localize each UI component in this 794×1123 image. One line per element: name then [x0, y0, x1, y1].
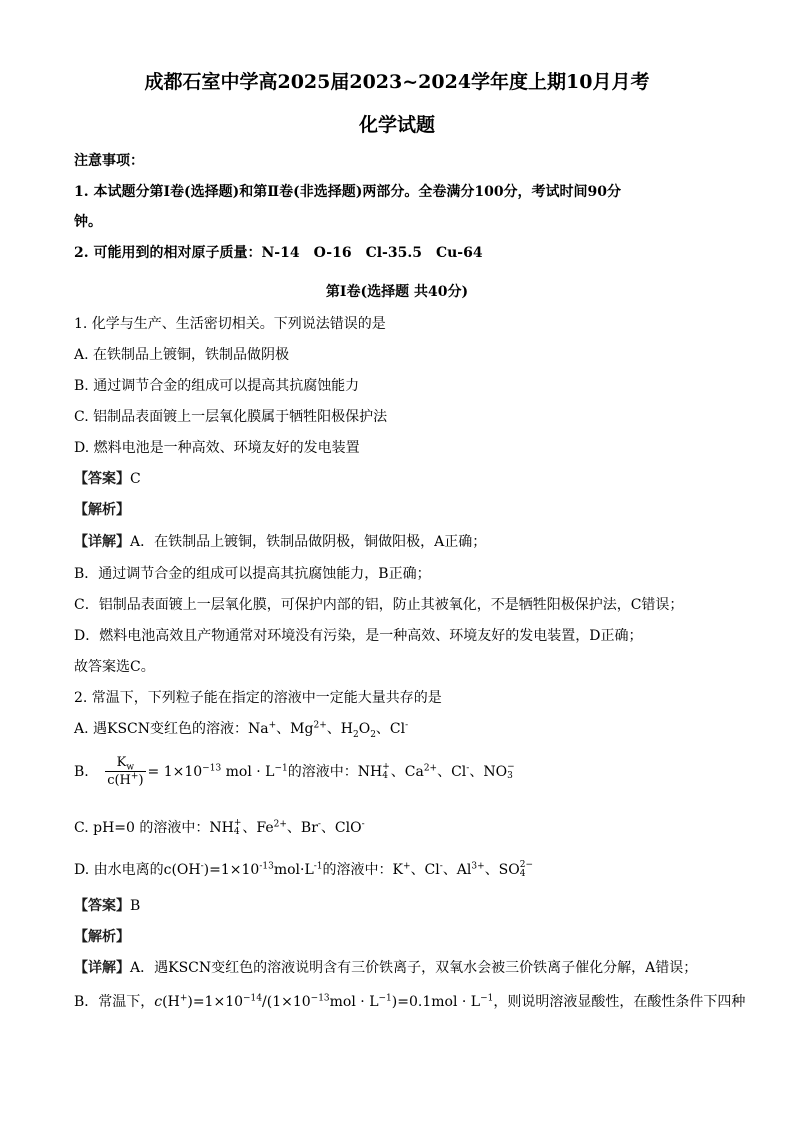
q1-detail-b: B．通过调节合金的组成可以提高其抗腐蚀能力，B正确； [74, 566, 431, 582]
q2-detail-a: 【详解】A．遇KSCN变红色的溶液说明含有三价铁离子，双氧水会被三价铁离子催化分解，A错误； [74, 960, 698, 976]
q2-option-b: B. $\frac{K_w}{c(H^+)}$ = $1\times 10^{-13}$ mol · $L^{-1}$的溶液中：NH + 4 、$Ca^{2+}$、Cl-、NO − 3 [74, 754, 515, 788]
notes-heading: 注意事项： [74, 153, 144, 169]
q1-detail-a [74, 532, 486, 552]
q2-option-c: C. pH=0 的溶液中：NH + 4 、$Fe^{2+}$、Br-、ClO- [74, 818, 365, 837]
q2-detail-b: B．常温下，$c(H^+)=1\times 10^{-14}/(1\times 10^{-13}mol \cdot L^{-1})=0.1mol \cdot L^{-1}$，则说明溶液显酸性，在酸性条件下四种 [74, 993, 746, 1010]
q1-option-b: B. 通过调节合金的组成可以提高其抗腐蚀能力 [74, 378, 360, 394]
detail-text: A．在铁制品上镀铜，铁制品做阴极，铜做阳极，A正确； [130, 534, 487, 550]
q1-option-c: C. 铝制品表面镀上一层氧化膜属于牺牲阳极保护法 [74, 409, 388, 425]
q1-stem: 1. 化学与生产、生活密切相关。下列说法错误的是 [74, 316, 386, 332]
section-heading: 第Ⅰ卷(选择题 共40分) [325, 284, 469, 300]
q1-option-d: D. 燃料电池是一种高效、环境友好的发电装置 [74, 440, 360, 456]
q2-stem: 2. 常温下，下列粒子能在指定的溶液中一定能大量共存的是 [74, 690, 442, 706]
q1-conclusion: 故答案选C。 [74, 659, 155, 675]
q1-answer [74, 469, 141, 489]
q2-answer: 【答案】B [74, 898, 141, 914]
q1-detail-c: C．铝制品表面镀上一层氧化膜，可保护内部的铝，防止其被氧化，不是牺牲阳极保护法，C错误； [74, 597, 684, 613]
notes-item-2: 2. 可能用到的相对原子质量：N-14 O-16 Cl-35.5 Cu-64 [74, 245, 483, 261]
q1-analysis-tag: 【解析】 [74, 502, 130, 518]
q2-option-d: D. 由水电离的$c(OH^-)=1\times 10^{-13}mol\cdot L^{-1}$的溶液中：K+、Cl-、$Al^{3+}$、SO 2− 4 [74, 860, 534, 879]
notes-item-1: 1. 本试题分第Ⅰ卷(选择题)和第Ⅱ卷(非选择题)两部分。全卷满分100分，考试时间90分 [74, 184, 622, 200]
q2-option-a: A. 遇KSCN变红色的溶液：Na+、$Mg^{2+}$、$H_2O_2$、Cl- [74, 720, 409, 740]
detail-tag: 【详解】 [74, 534, 130, 550]
q1-detail-d: D．燃料电池高效且产物通常对环境没有污染，是一种高效、环境友好的发电装置，D正确； [74, 628, 643, 644]
kw-fraction: $\frac{K_w}{c(H^+)}$ [107, 754, 144, 788]
exam-title: 成都石室中学高2025届2023~2024学年度上期10月月考 [144, 71, 650, 93]
exam-subtitle: 化学试题 [358, 114, 435, 136]
answer-tag: 【答案】 [74, 471, 130, 487]
answer-value: C [130, 471, 141, 487]
notes-item-1-cont: 钟。 [74, 214, 102, 230]
q2-analysis-tag: 【解析】 [74, 929, 130, 945]
q1-option-a: A. 在铁制品上镀铜，铁制品做阴极 [74, 347, 290, 363]
